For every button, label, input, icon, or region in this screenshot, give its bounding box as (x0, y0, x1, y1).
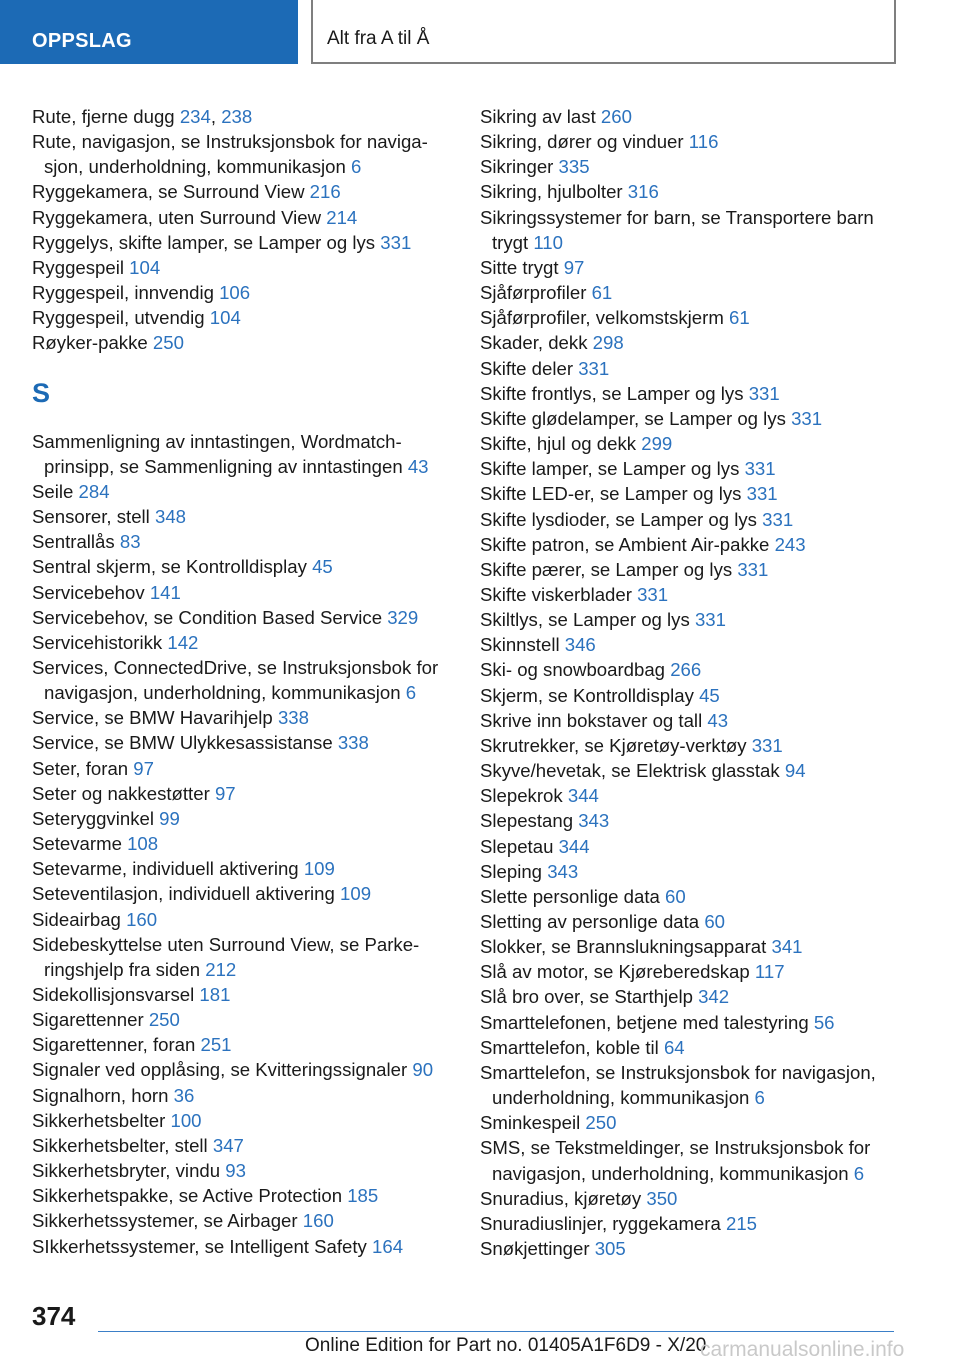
index-entry-text: Servicehistorikk (32, 631, 168, 653)
index-entry-text: Sensorer, stell (32, 506, 155, 528)
chapter-title: Alt fra A til Å (327, 28, 430, 49)
index-entry (480, 179, 910, 204)
index-entry-text: Smarttelefon, se Instruksjonsbok for navigasjon, underholdning, kommunikasjon (480, 1061, 876, 1109)
index-entry (480, 1211, 910, 1236)
index-entry-text: Skyve/hevetak, se Elektrisk glasstak (480, 760, 785, 782)
index-entry (480, 356, 910, 381)
index-entry (32, 1007, 462, 1032)
page-reference-link[interactable]: 215 (725, 1212, 758, 1234)
index-entry (32, 655, 462, 705)
index-entry (32, 305, 462, 330)
index-entry-text: Sikringssystemer for barn, se Transportere barn trygt (480, 206, 874, 253)
page-reference-link[interactable]: 347 (212, 1134, 244, 1156)
index-entry (480, 1186, 910, 1211)
footer-divider (98, 1331, 894, 1332)
index-entry (480, 406, 910, 431)
index-entry (32, 806, 462, 831)
index-entry-text: Setevarme, individuell aktivering (32, 858, 304, 880)
index-entry-text: Skifte lysdioder, se Lamper og lys (480, 508, 763, 530)
page-reference-link[interactable]: 338 (337, 732, 369, 754)
page-reference-link[interactable]: 214 (326, 206, 358, 228)
page-reference-link[interactable]: 160 (302, 1210, 334, 1232)
index-entry-text: SMS, se Tekstmeldinger, se Instruksjonsbok for navigasjon, underholdning, kommunikasjon (480, 1137, 871, 1184)
index-entry-text: SIkkerhetssystemer, se Intelligent Safety (32, 1235, 373, 1257)
index-column-left (32, 104, 462, 1259)
index-entry (32, 1083, 462, 1108)
page-reference-link[interactable]: 100 (170, 1109, 202, 1131)
page-reference-link[interactable]: 331 (762, 508, 794, 530)
index-entry-text: Smarttelefon, koble til (480, 1036, 664, 1058)
page-reference-link[interactable]: 106 (219, 282, 251, 304)
index-entry (32, 104, 462, 129)
page-reference-link[interactable]: 299 (641, 433, 673, 455)
index-entry-text: Sigarettenner, foran (32, 1034, 201, 1056)
index-entry (32, 756, 462, 781)
index-entry (32, 1133, 462, 1158)
index-entry (480, 154, 910, 179)
index-entry-text: Sitte trygt (480, 256, 564, 278)
index-entry (32, 580, 462, 605)
page-reference-link[interactable]: 61 (591, 282, 613, 304)
index-entry-text: Skifte deler (480, 357, 579, 379)
page-reference-link[interactable]: 346 (564, 634, 596, 656)
index-entry-text: Servicebehov, se Condition Based Service (32, 606, 388, 628)
index-entry-text: Signaler ved opplåsing, se Kvitteringssignaler (32, 1059, 413, 1081)
index-entry-text: Snøkjettinger (480, 1238, 595, 1260)
index-entry (480, 557, 910, 582)
index-entry-text: Seile (32, 480, 79, 502)
index-entry-text: Skinnstell (480, 634, 565, 656)
index-entry-text: Sikring av last (480, 106, 601, 127)
page-reference-link[interactable]: 6 (853, 1162, 865, 1184)
index-entry (32, 1208, 462, 1233)
index-entry (480, 984, 910, 1009)
page-reference-link[interactable]: 97 (133, 757, 154, 779)
page-reference-link[interactable]: 335 (558, 156, 590, 178)
index-entry (32, 1234, 462, 1259)
index-entry-text: Sikring, dører og vinduer (480, 131, 689, 153)
index-entry (480, 959, 910, 984)
index-entry-text: Sleping (480, 860, 548, 882)
index-entry (32, 1158, 462, 1183)
index-entry (480, 431, 910, 456)
index-entry (32, 1183, 462, 1208)
index-entry-text: Sikringer (480, 156, 559, 178)
page-reference-link[interactable]: 164 (372, 1235, 404, 1257)
index-entry (32, 781, 462, 806)
index-entry (480, 683, 910, 708)
page-reference-link[interactable]: 160 (126, 908, 158, 930)
page-reference-link[interactable]: 94 (784, 760, 806, 782)
page-reference-link[interactable]: 344 (567, 785, 599, 807)
page-reference-link[interactable]: 212 (205, 958, 237, 980)
index-entry (480, 481, 910, 506)
page-reference-link[interactable]: 238 (221, 106, 253, 127)
page-reference-link[interactable]: 348 (154, 506, 187, 528)
page-reference-link[interactable]: 45 (312, 556, 333, 578)
index-entry-text: Sletting av personlige data (480, 911, 705, 932)
index-entry (32, 856, 462, 881)
page-reference-link[interactable]: 344 (558, 835, 590, 857)
page-reference-link[interactable]: 341 (771, 936, 803, 958)
index-entry (32, 529, 462, 554)
page-reference-link[interactable]: 56 (813, 1011, 835, 1033)
index-entry (480, 783, 910, 808)
index-entry (480, 808, 910, 833)
page-reference-link[interactable]: 90 (412, 1059, 434, 1081)
page-reference-link[interactable]: 116 (688, 131, 719, 153)
page-reference-link[interactable]: 298 (592, 332, 624, 354)
index-entry (480, 280, 910, 305)
index-entry-text: Service, se BMW Havarihjelp (32, 707, 278, 729)
index-entry (480, 381, 910, 406)
index-entry-text: Servicebehov (32, 581, 150, 603)
index-entry-text: Skifte glødelamper, se Lamper og lys (480, 407, 792, 429)
index-entry-text: Seteryggvinkel (32, 807, 160, 829)
index-entry-text: Ryggekamera, uten Surround View (32, 206, 327, 228)
index-entry (480, 657, 910, 682)
index-entry-text: Skiltlys, se Lamper og lys (480, 609, 695, 631)
index-entry (32, 705, 462, 730)
index-entry-text: Skjerm, se Kontrolldisplay (480, 684, 700, 706)
index-entry (32, 1057, 462, 1082)
page-reference-link[interactable]: 43 (407, 455, 429, 477)
index-entry (480, 1035, 910, 1060)
index-entry (32, 230, 462, 255)
index-entry-text: Sideairbag (32, 908, 127, 930)
page-reference-link[interactable]: 108 (127, 833, 159, 855)
page-reference-link[interactable]: 331 (748, 382, 780, 404)
index-entry (480, 934, 910, 959)
index-entry-text: Slepetau (480, 835, 559, 857)
index-entry (480, 305, 910, 330)
index-entry-text: Snuradiuslinjer, ryggekamera (480, 1212, 726, 1234)
index-entry (32, 429, 462, 479)
index-entry (480, 909, 910, 934)
page-reference-link[interactable]: 331 (380, 231, 412, 253)
page-reference-link[interactable]: 331 (637, 583, 669, 605)
index-entry-text: Sigarettenner (32, 1009, 149, 1031)
index-entry (480, 1010, 910, 1035)
page-reference-link[interactable]: 45 (699, 684, 720, 706)
index-letter-heading: S (32, 377, 51, 408)
index-entry (480, 104, 910, 129)
page-reference-link[interactable]: 97 (563, 256, 585, 278)
index-entry (480, 1236, 910, 1261)
page-reference-link[interactable]: 64 (663, 1036, 685, 1058)
page-reference-link[interactable]: 6 (754, 1087, 765, 1109)
page-reference-link[interactable]: 331 (744, 458, 776, 480)
index-entry (480, 884, 910, 909)
index-entry (480, 1060, 910, 1110)
index-entry-text: Røyker-pakke (32, 332, 153, 354)
page-reference-link[interactable]: 93 (225, 1160, 246, 1182)
page-reference-link[interactable]: 234 (179, 106, 211, 127)
page-reference-link[interactable]: 331 (694, 609, 726, 631)
page-reference-link[interactable]: 185 (347, 1185, 379, 1207)
index-entry (480, 129, 910, 154)
index-entry (480, 859, 910, 884)
index-entry-text: Skrutrekker, se Kjøretøy-verktøy (480, 734, 752, 756)
page-reference-link[interactable]: 61 (729, 307, 750, 329)
index-entry-text: Skader, dekk (480, 332, 593, 354)
page-reference-link[interactable]: 109 (340, 883, 372, 905)
index-entry (480, 330, 910, 355)
index-entry-text: Sentrallås (32, 531, 120, 553)
index-entry (480, 507, 910, 532)
page-reference-link[interactable]: 36 (173, 1084, 195, 1106)
index-entry-text: Skifte frontlys, se Lamper og lys (480, 382, 749, 404)
index-entry-text: Slå bro over, se Starthjelp (480, 986, 699, 1008)
index-entry (32, 881, 462, 906)
page-number: 374 (32, 1301, 76, 1331)
index-entry-text: Sjåførprofiler (480, 282, 592, 304)
index-entry-text: Service, se BMW Ulykkesassistanse (32, 732, 338, 754)
page-reference-link[interactable]: 60 (704, 911, 725, 932)
index-entry (480, 1135, 910, 1185)
index-entry-text: Skifte LED-er, se Lamper og lys (480, 483, 747, 505)
index-entry (32, 982, 462, 1007)
page-reference-link[interactable]: 181 (199, 984, 231, 1005)
index-entry (480, 632, 910, 657)
page-reference-link[interactable]: 142 (167, 631, 199, 653)
index-entry (32, 907, 462, 932)
page-reference-link[interactable]: 109 (303, 858, 335, 880)
index-entry (480, 582, 910, 607)
index-entry-text: Ski- og snowboardbag (480, 659, 671, 681)
page-reference-link[interactable]: 216 (309, 181, 341, 203)
page-reference-link[interactable]: 60 (665, 885, 686, 907)
index-entry-text: Sikkerhetspakke, se Active Protection (32, 1185, 348, 1207)
index-entry-text: Signalhorn, horn (32, 1084, 174, 1106)
index-entry (32, 330, 462, 355)
page-reference-link[interactable]: 338 (277, 707, 309, 729)
index-entry-text: Sammenligning av inntastingen, Wordmatch-prinsipp, se Sammenligning av inntastingen (32, 430, 408, 477)
watermark: carmanualsonline.info (700, 1338, 905, 1361)
index-entry (32, 255, 462, 280)
index-entry-text: Seteventilasjon, individuell aktivering (32, 883, 341, 905)
index-entry-text: Skifte pærer, se Lamper og lys (480, 558, 738, 580)
index-entry (32, 280, 462, 305)
edition-text: Online Edition for Part no. 01405A1F6D9 - X/20 (305, 1335, 707, 1356)
index-entry (480, 205, 910, 255)
page-reference-link[interactable]: 331 (578, 357, 610, 379)
index-entry (32, 831, 462, 856)
index-entry (32, 932, 462, 982)
index-entry-text: Sikkerhetssystemer, se Airbager (32, 1210, 303, 1232)
index-entry-text: Rute, fjerne dugg (32, 106, 180, 127)
index-entry (480, 456, 910, 481)
page-reference-link[interactable]: 250 (148, 1009, 180, 1031)
index-entry-text: Slå av motor, se Kjøreberedskap (480, 961, 755, 983)
index-entry-text: Slette personlige data (480, 885, 666, 907)
page-reference-link[interactable]: 284 (78, 480, 110, 502)
index-entry (480, 532, 910, 557)
page-reference-link[interactable]: 331 (791, 407, 823, 429)
page-reference-link[interactable]: 43 (707, 709, 729, 731)
index-entry-text: Sidebeskyttelse uten Surround View, se Parke-ringshjelp fra siden (32, 933, 420, 980)
index-entry (480, 708, 910, 733)
page-reference-link[interactable]: 331 (737, 558, 769, 580)
page-reference-link[interactable]: 83 (119, 531, 141, 553)
index-entry-text: Sentral skjerm, se Kontrolldisplay (32, 556, 313, 578)
page-reference-link[interactable]: 316 (627, 181, 659, 203)
page-reference-link[interactable]: 97 (214, 782, 236, 804)
index-entry (32, 630, 462, 655)
page-reference-link[interactable]: 342 (698, 986, 730, 1008)
index-entry-text: Sminkespeil (480, 1112, 586, 1134)
page-reference-link[interactable]: 251 (200, 1034, 232, 1056)
index-entry (32, 554, 462, 579)
page-reference-link[interactable]: 343 (547, 860, 579, 882)
chapter-box (311, 0, 896, 64)
index-entry-text: Slepekrok (480, 785, 568, 807)
index-entry-text: Sikkerhetsbelter (32, 1109, 171, 1131)
index-entry-text: Ryggelys, skifte lamper, se Lamper og lys (32, 231, 381, 253)
index-entry-text: Skrive inn bokstaver og tall (480, 709, 708, 731)
page-reference-link[interactable]: 343 (578, 810, 610, 832)
index-entry (32, 1108, 462, 1133)
page-reference-link[interactable]: 329 (387, 606, 419, 628)
index-entry-text: Ryggespeil (32, 256, 130, 278)
index-entry (480, 834, 910, 859)
index-entry-text: Sidekollisjonsvarsel (32, 984, 200, 1005)
index-entry-text: Setevarme (32, 833, 128, 855)
index-entry-text: Sjåførprofiler, velkomstskjerm (480, 307, 729, 329)
index-entry-text: Slepestang (480, 810, 579, 832)
index-entry-text: Seter, foran (32, 757, 134, 779)
index-entry (32, 179, 462, 204)
index-entry-text: Services, ConnectedDrive, se Instruksjonsbok for navigasjon, underholdning, kommunikasjon (32, 656, 439, 704)
index-entry-text: Ryggekamera, se Surround View (32, 181, 310, 203)
index-entry (32, 504, 462, 529)
page-reference-link[interactable]: 250 (152, 332, 184, 354)
page-reference-link[interactable]: 331 (746, 483, 778, 505)
index-entry (480, 733, 910, 758)
section-title: OPPSLAG (32, 30, 132, 52)
index-entry (480, 1110, 910, 1135)
index-entry-text: Smarttelefonen, betjene med talestyring (480, 1011, 814, 1033)
page-reference-link[interactable]: 260 (600, 106, 632, 127)
page-reference-link[interactable]: 350 (646, 1187, 678, 1209)
index-entry (32, 129, 462, 179)
index-entry (480, 607, 910, 632)
index-entry-text: Ryggespeil, utvendig (32, 307, 210, 329)
index-entry-text: Skifte patron, se Ambient Air-pakke (480, 533, 775, 555)
index-entry-text: Sikkerhetsbelter, stell (32, 1134, 213, 1156)
index-column-right (480, 104, 910, 1261)
page-reference-link[interactable]: 266 (670, 659, 702, 681)
index-entry-text: Skifte viskerblader (480, 583, 638, 605)
page-reference-link[interactable]: 141 (149, 581, 181, 603)
page-reference-link[interactable]: 331 (751, 734, 783, 756)
page-reference-link[interactable]: 243 (774, 533, 806, 555)
index-entry (32, 605, 462, 630)
page-reference-link[interactable]: 6 (350, 156, 362, 178)
page-reference-link[interactable]: 305 (594, 1238, 626, 1260)
page-reference-link[interactable]: 250 (585, 1112, 617, 1134)
index-entry (32, 730, 462, 755)
index-entry (32, 205, 462, 230)
index-entry-text: Sikring, hjulbolter (480, 181, 628, 203)
index-entry-text: Ryggespeil, innvendig (32, 282, 220, 304)
index-entry-text: Skifte lamper, se Lamper og lys (480, 458, 745, 480)
index-entry-text: Slokker, se Brannslukningsapparat (480, 936, 772, 958)
page-reference-link[interactable]: 117 (754, 961, 785, 983)
page-reference-link[interactable]: 104 (129, 256, 161, 278)
index-entry (480, 758, 910, 783)
index-entry (480, 255, 910, 280)
page-reference-link[interactable]: 104 (209, 307, 241, 329)
page-reference-link[interactable]: 110 (533, 231, 563, 253)
index-entry-text: Sikkerhetsbryter, vindu (32, 1160, 226, 1182)
page-header (0, 0, 960, 66)
index-entry (32, 479, 462, 504)
index-entry-text: Skifte, hjul og dekk (480, 433, 642, 455)
page-ref-separator: , (210, 106, 222, 127)
index-entry-text: Seter og nakkestøtter (32, 782, 215, 804)
page-reference-link[interactable]: 99 (159, 807, 180, 829)
page-reference-link[interactable]: 6 (405, 682, 417, 704)
section-tab (0, 0, 298, 64)
index-entry-text: Rute, navigasjon, se Instruksjonsbok for naviga-sjon, underholdning, kommunikasjon (32, 131, 428, 178)
index-entry (32, 1032, 462, 1057)
index-entry-text: Snuradius, kjøretøy (480, 1187, 647, 1209)
